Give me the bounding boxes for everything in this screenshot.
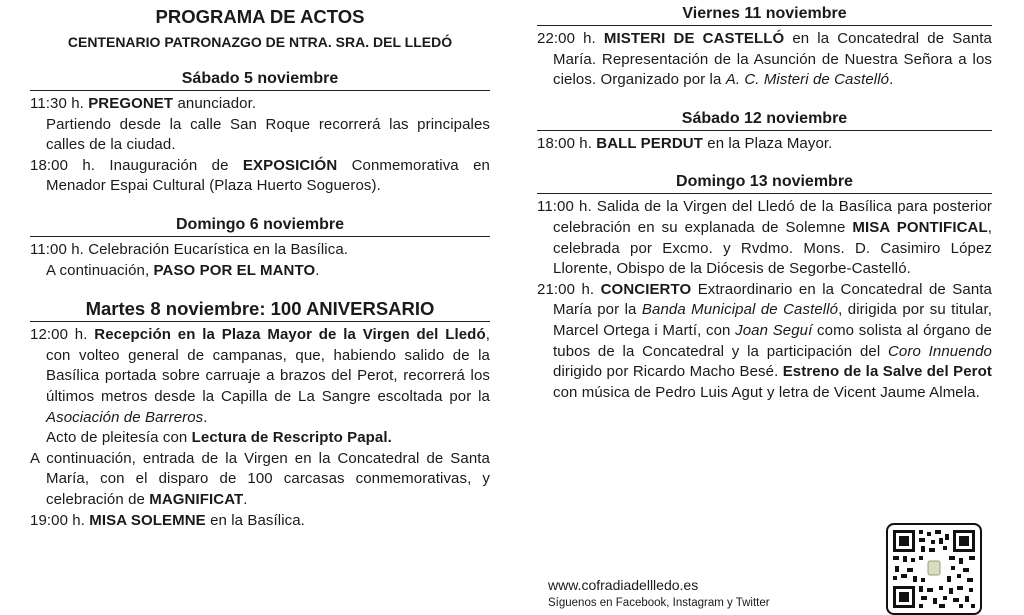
event-misteri: 22:00 h. MISTERI DE CASTELLÓ en la Concatedral de Santa María. Representación de la Asunción de Nuestra Señora a los cielos. Organizado por la A. C. Misteri de Castelló. (537, 30, 992, 89)
day-header-domingo-13: Domingo 13 noviembre (537, 172, 992, 194)
event-recepcion: 12:00 h. Recepción en la Plaza Mayor de la Virgen del Lledó, con volteo general de campanas, que, habiendo salido de la Basílica portada sobre carruaje a brazos del Perot, recorrerá los últimos metros desde la Capilla de La Sangre escoltada por la Asociación de Barreros. (30, 326, 490, 426)
program-title: PROGRAMA DE ACTOS (155, 6, 365, 27)
event-acto-pleitesia: Acto de pleitesía con Lectura de Rescripto Papal. (46, 429, 392, 447)
event-paso-manto: A continuación, PASO POR EL MANTO. (46, 261, 320, 279)
event-misa-pontifical: 11:00 h. Salida de la Virgen del Lledó de la Basílica para posterior celebración en su explanada de Solemne MISA PONTIFICAL, celebrada por Excmo. y Rvdmo. Mons. D. Casimiro López Llorente, Obispo de la Diócesis de Segorbe-Castelló. (537, 198, 992, 278)
day-header-sabado-12: Sábado 12 noviembre (537, 109, 992, 131)
event-pregonet: 11:30 h. PREGONET anunciador. (30, 95, 257, 112)
day-header-sabado-5: Sábado 5 noviembre (30, 69, 490, 91)
qr-code-icon (893, 530, 975, 608)
program-subtitle: CENTENARIO PATRONAZGO DE NTRA. SRA. DEL LLEDÓ (67, 34, 453, 50)
event-concierto: 21:00 h. CONCIERTO Extraordinario en la Concatedral de Santa María por la Banda Municipal de Castelló, dirigida por su titular, Marcel Ortega i Martí, con Joan Seguí como solista al órgano de tubos de la Concatedral y la participación del Coro Innuendo dirigido por Ricardo Macho Besé. Estreno de la Salve del Perot con música de Pedro Luis Agut y letra de Vicent Jaume Almela. (537, 280, 992, 401)
day-header-viernes-11: Viernes 11 noviembre (537, 4, 992, 26)
event-exposicion: 18:00 h. Inauguración de EXPOSICIÓN Conmemorativa en Menador Espai Cultural (Plaza Huerto Sogueros). (30, 156, 490, 195)
website-link[interactable]: www.cofradiadellledo.es (548, 577, 699, 593)
left-column (30, 0, 490, 531)
event-misa-solemne: 19:00 h. MISA SOLEMNE en la Basílica. (30, 511, 305, 529)
event-entrada-concatedral: A continuación, entrada de la Virgen en la Concatedral de Santa María, con el disparo de 100 carcasas conmemorativas, y celebración de MAGNIFICAT. (30, 449, 490, 508)
event-pregonet-detail: Partiendo desde la calle San Roque recorrerá las principales calles de la ciudad. (46, 115, 490, 154)
day-header-domingo-6: Domingo 6 noviembre (30, 215, 490, 237)
social-follow-text: Síguenos en Facebook, Instagram y Twitter (548, 597, 770, 609)
right-column (537, 0, 992, 403)
day-header-martes-8: Martes 8 noviembre: 100 ANIVERSARIO (30, 298, 490, 322)
event-ball-perdut: 18:00 h. BALL PERDUT en la Plaza Mayor. (537, 134, 833, 152)
event-eucaristia: 11:00 h. Celebración Eucarística en la Basílica. (30, 240, 349, 258)
qr-code (886, 523, 982, 615)
